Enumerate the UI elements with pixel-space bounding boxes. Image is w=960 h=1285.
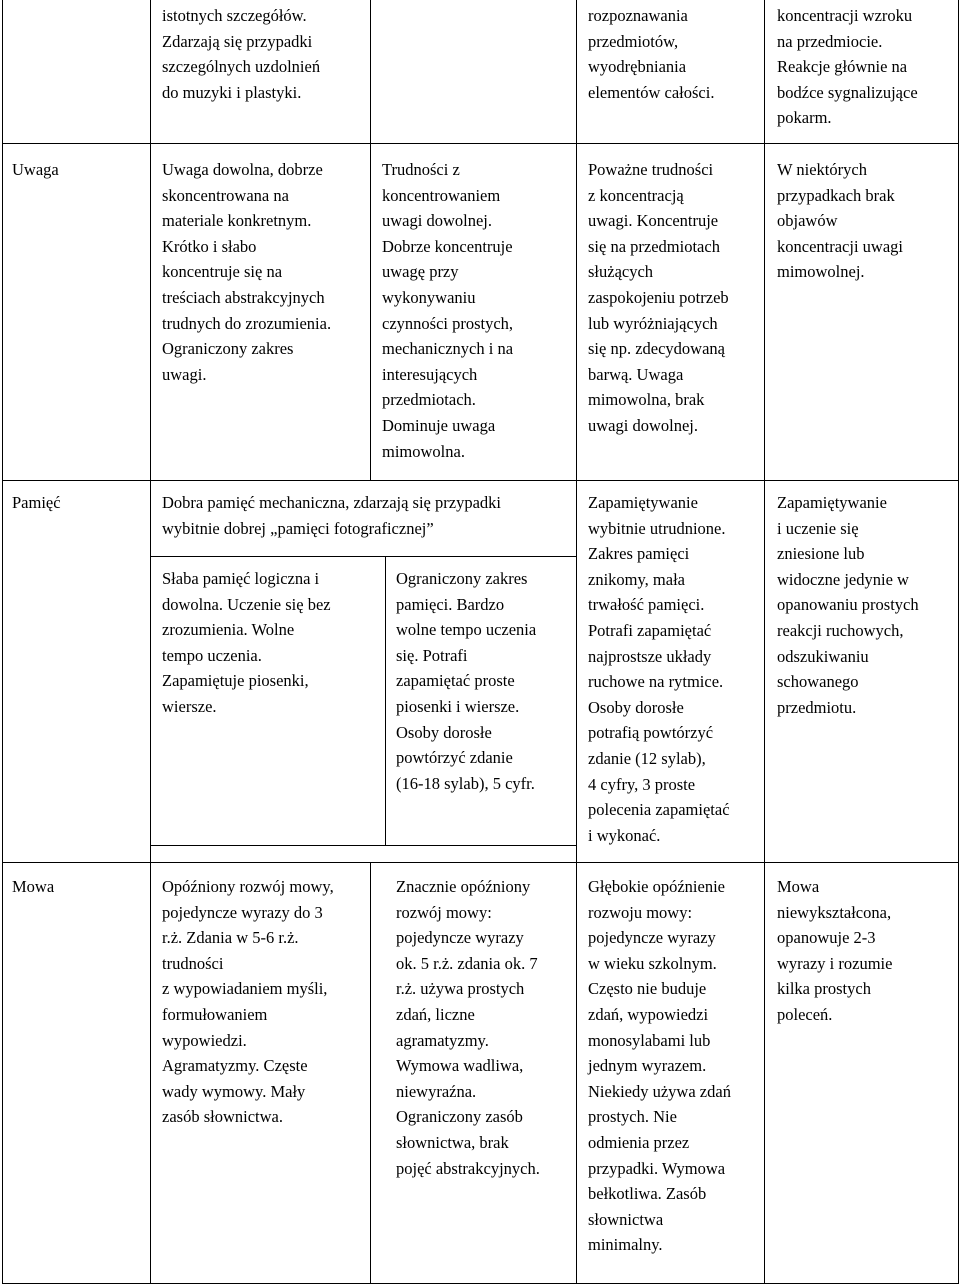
table-cell: Mowa niewykształcona, opanowuje 2-3 wyrazy i rozumie kilka prostych poleceń.	[777, 877, 893, 1024]
subrow-divider	[150, 556, 385, 557]
subrow-divider	[150, 845, 576, 846]
row-label-pamiec: Pamięć	[12, 493, 61, 512]
table-cell: rozpoznawania przedmiotów, wyodrębniania elementów całości.	[588, 6, 715, 102]
merged-cell: Dobra pamięć mechaniczna, zdarzają się przypadki wybitnie dobrej „pamięci fotograficznej”	[162, 493, 501, 538]
table-cell: Słaba pamięć logiczna i dowolna. Uczenie się bez zrozumienia. Wolne tempo uczenia. Zapamiętuje piosenki, wiersze.	[162, 569, 331, 716]
table-cell: istotnych szczegółów. Zdarzają się przypadki szczególnych uzdolnień do muzyki i plastyki.	[162, 6, 321, 102]
column-divider	[385, 556, 386, 845]
row-label-uwaga: Uwaga	[12, 160, 59, 179]
column-divider	[576, 0, 577, 1283]
table-border-right	[958, 0, 959, 1283]
table-border-bottom	[2, 1283, 959, 1284]
row-label-mowa: Mowa	[12, 877, 55, 896]
table-cell: Znacznie opóźniony rozwój mowy: pojedyncze wyrazy ok. 5 r.ż. zdania ok. 7 r.ż. używa prostych zdań, liczne agramatyzmy. Wymowa wadliwa, niewyraźna. Ograniczony zasób słownictwa, brak pojęć abstrakcyjnych.	[396, 877, 540, 1178]
table-cell: Poważne trudności z koncentracją uwagi. Koncentruje się na przedmiotach służących zaspokojeniu potrzeb lub wyróżniających się np. zdecydowaną barwą. Uwaga mimowolna, brak uwagi dowolnej.	[588, 160, 729, 435]
column-divider	[370, 862, 371, 1283]
subrow-divider	[385, 556, 576, 557]
table-cell: Zapamiętywanie i uczenie się zniesione lub widoczne jedynie w opanowaniu prostych reakcji ruchowych, odszukiwaniu schowanego przedmiotu.	[777, 493, 919, 717]
table-cell: Trudności z koncentrowaniem uwagi dowolnej. Dobrze koncentruje uwagę przy wykonywaniu czynności prostych, mechanicznych i na interesujących przedmiotach. Dominuje uwaga mimowolna.	[382, 160, 514, 461]
column-divider	[150, 0, 151, 1283]
row-divider	[2, 143, 959, 144]
table-cell: koncentracji wzroku na przedmiocie. Reakcje głównie na bodźce sygnalizujące pokarm.	[777, 6, 918, 128]
row-divider	[2, 862, 959, 863]
table-cell: Głębokie opóźnienie rozwoju mowy: pojedyncze wyrazy w wieku szkolnym. Często nie buduje zdań, wypowiedzi monosylabami lub jednym wyrazem. Niekiedy używa zdań prostych. Nie odmienia przez przypadki. Wymowa bełkotliwa. Zasób słownictwa minimalny.	[588, 877, 731, 1255]
row-divider	[2, 480, 959, 481]
table-cell: Opóźniony rozwój mowy, pojedyncze wyrazy do 3 r.ż. Zdania w 5-6 r.ż. trudności z wypowiadaniem myśli, formułowaniem wypowiedzi. Agramatyzmy. Częste wady wymowy. Mały zasób słownictwa.	[162, 877, 334, 1127]
table-cell: Zapamiętywanie wybitnie utrudnione. Zakres pamięci znikomy, mała trwałość pamięci. Potrafi zapamiętać najprostsze układy ruchowe na rytmice. Osoby dorosłe potrafią powtórzyć zdanie (12 sylab), 4 cyfry, 3 proste polecenia zapamiętać i wykonać.	[588, 493, 730, 845]
table-cell: W niektórych przypadkach brak objawów koncentracji uwagi mimowolnej.	[777, 160, 903, 282]
table-cell: Uwaga dowolna, dobrze skoncentrowana na materiale konkretnym. Krótko i słabo koncentruje się na treściach abstrakcyjnych trudnych do zrozumienia. Ograniczony zakres uwagi.	[162, 160, 332, 384]
column-divider	[370, 0, 371, 480]
table-border-left	[2, 0, 3, 1283]
column-divider	[764, 0, 765, 1283]
table-cell: Ograniczony zakres pamięci. Bardzo wolne tempo uczenia się. Potrafi zapamiętać proste piosenki i wiersze. Osoby dorosłe powtórzyć zdanie (16-18 sylab), 5 cyfr.	[396, 569, 537, 793]
